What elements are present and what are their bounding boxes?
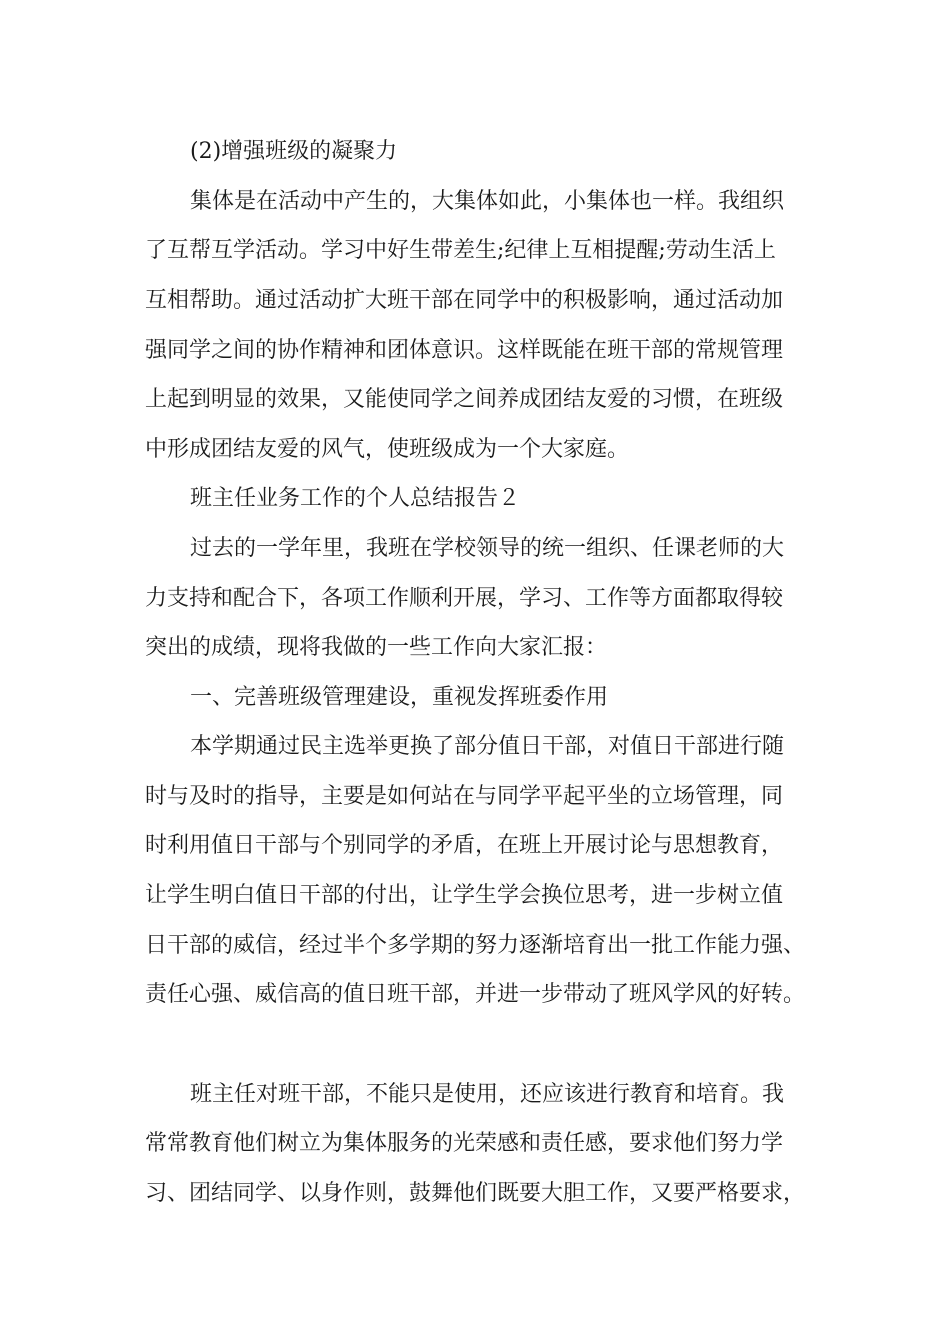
- paragraph-line: 班主任对班干部，不能只是使用，还应该进行教育和培育。我: [190, 1082, 785, 1107]
- paragraph-line: 责任心强、威信高的值日班干部，并进一步带动了班风学风的好转。: [145, 982, 806, 1007]
- paragraph-line: 本学期通过民主选举更换了部分值日干部，对值日干部进行随: [190, 734, 785, 759]
- paragraph-line: 习、团结同学、以身作则，鼓舞他们既要大胆工作，又要严格要求，: [145, 1181, 806, 1206]
- paragraph-line: 上起到明显的效果，又能使同学之间养成团结友爱的习惯，在班级: [145, 387, 784, 412]
- paragraph-line: 日干部的威信，经过半个多学期的努力逐渐培育出一批工作能力强、: [145, 933, 806, 958]
- paragraph-line: 过去的一学年里，我班在学校领导的统一组织、任课老师的大: [190, 536, 785, 561]
- paragraph-line: 强同学之间的协作精神和团体意识。这样既能在班干部的常规管理: [145, 338, 784, 363]
- paragraph-line: 中形成团结友爱的风气，使班级成为一个大家庭。: [145, 437, 630, 462]
- paragraph-line: 集体是在活动中产生的，大集体如此，小集体也一样。我组织: [190, 189, 785, 214]
- paragraph-line: 了互帮互学活动。学习中好生带差生;纪律上互相提醒;劳动生活上: [145, 238, 776, 263]
- paragraph-line: 力支持和配合下，各项工作顺利开展，学习、工作等方面都取得较: [145, 586, 784, 611]
- paragraph-line: 让学生明白值日干部的付出，让学生学会换位思考，进一步树立值: [145, 883, 784, 908]
- paragraph-line: 突出的成绩，现将我做的一些工作向大家汇报：: [145, 635, 608, 660]
- paragraph-line: 互相帮助。通过活动扩大班干部在同学中的积极影响，通过活动加: [145, 288, 784, 313]
- paragraph-line: 时与及时的指导，主要是如何站在与同学平起平坐的立场管理，同: [145, 784, 784, 809]
- paragraph-line: 常常教育他们树立为集体服务的光荣感和责任感，要求他们努力学: [145, 1131, 784, 1156]
- subheading-cohesion: (2)增强班级的凝聚力: [190, 139, 398, 164]
- report-title: 班主任业务工作的个人总结报告２: [190, 486, 521, 511]
- paragraph-line: 时利用值日干部与个别同学的矛盾，在班上开展讨论与思想教育，: [145, 833, 784, 858]
- section-heading: 一、完善班级管理建设，重视发挥班委作用: [190, 685, 609, 710]
